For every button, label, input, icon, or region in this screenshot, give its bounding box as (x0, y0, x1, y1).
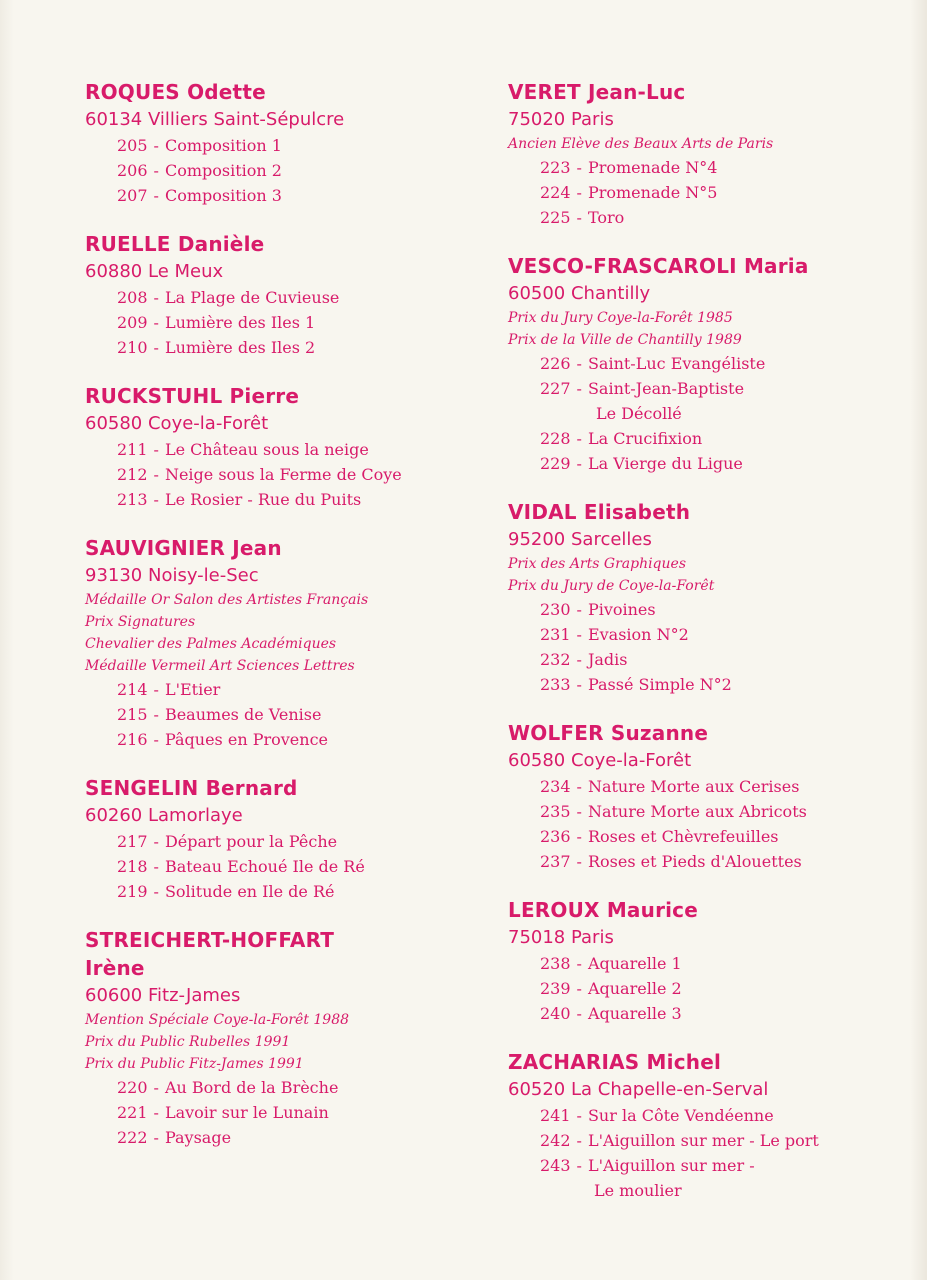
work-item (117, 702, 485, 727)
work-title: Promenade N°4 (587, 158, 718, 177)
work-separator: - (153, 705, 159, 724)
work-number: 216 (117, 730, 148, 749)
work-separator: - (153, 857, 159, 876)
work-number: 215 (117, 705, 148, 724)
work-separator: - (153, 882, 159, 901)
work-number: 211 (117, 440, 148, 459)
artist-name-line: STREICHERT-HOFFART (85, 928, 335, 952)
work-number: 232 (540, 650, 571, 669)
work-separator: - (576, 802, 582, 821)
work-title-continuation: Le Décollé (596, 404, 682, 423)
work-item (117, 285, 485, 310)
work-title: Toro (587, 208, 625, 227)
artist-name: VIDAL Elisabeth (508, 500, 691, 524)
work-title: Jadis (587, 650, 628, 669)
artist-city: 95200 Sarcelles (508, 529, 652, 550)
work-title: Passé Simple N°2 (587, 675, 732, 694)
award-line: Prix des Arts Graphiques (508, 556, 687, 572)
work-separator: - (576, 1106, 582, 1125)
work-item (540, 205, 908, 230)
work-title: Neige sous la Ferme de Coye (164, 465, 402, 484)
artist-name: ROQUES Odette (85, 80, 266, 104)
work-item (117, 487, 485, 512)
work-item (540, 597, 908, 622)
award-line: Prix du Public Rubelles 1991 (85, 1034, 291, 1050)
artist-entry (85, 382, 485, 512)
work-number: 233 (540, 675, 571, 694)
work-number: 235 (540, 802, 571, 821)
work-separator: - (153, 136, 159, 155)
work-item (117, 310, 485, 335)
work-title: Pâques en Provence (164, 730, 328, 749)
artist-city: 60134 Villiers Saint-Sépulcre (85, 109, 345, 130)
work-title: Sur la Côte Vendéenne (587, 1106, 774, 1125)
work-number: 237 (540, 852, 571, 871)
work-title: Saint-Luc Evangéliste (587, 354, 766, 373)
artist-city: 93130 Noisy-le-Sec (85, 565, 259, 586)
work-separator: - (576, 429, 582, 448)
work-separator: - (576, 979, 582, 998)
work-separator: - (576, 777, 582, 796)
work-separator: - (153, 313, 159, 332)
artist-entry (85, 926, 485, 1150)
work-number: 205 (117, 136, 148, 155)
work-separator: - (153, 1128, 159, 1147)
award-line: Prix du Jury de Coye-la-Forêt (508, 578, 715, 594)
work-title: Le Rosier - Rue du Puits (164, 490, 362, 509)
work-item (540, 824, 908, 849)
artist-city: 75020 Paris (508, 109, 614, 130)
work-number: 241 (540, 1106, 571, 1125)
work-title: La Plage de Cuvieuse (164, 288, 340, 307)
work-title: Le Château sous la neige (164, 440, 369, 459)
work-number: 229 (540, 454, 571, 473)
work-title: Roses et Chèvrefeuilles (587, 827, 779, 846)
work-title: Nature Morte aux Cerises (587, 777, 800, 796)
work-title: Aquarelle 1 (587, 954, 682, 973)
work-number: 225 (540, 208, 571, 227)
work-title: Paysage (164, 1128, 232, 1147)
work-number: 243 (540, 1156, 571, 1175)
artist-name: VERET Jean-Luc (508, 80, 686, 104)
artist-name: SENGELIN Bernard (85, 776, 298, 800)
artist-city: 60580 Coye-la-Forêt (85, 413, 269, 434)
artist-city: 60880 Le Meux (85, 261, 224, 282)
artist-city: 60580 Coye-la-Forêt (508, 750, 692, 771)
award-line: Médaille Vermeil Art Sciences Lettres (85, 658, 355, 674)
work-item (540, 1001, 908, 1026)
work-item (540, 426, 908, 451)
work-item (117, 183, 485, 208)
work-title: Aquarelle 2 (587, 979, 682, 998)
left-column (85, 78, 485, 1172)
work-title: Composition 2 (164, 161, 282, 180)
award-line: Mention Spéciale Coye-la-Forêt 1988 (85, 1012, 350, 1028)
work-separator: - (153, 338, 159, 357)
work-title: La Crucifixion (587, 429, 703, 448)
work-number: 210 (117, 338, 148, 357)
work-number: 224 (540, 183, 571, 202)
work-separator: - (576, 1131, 582, 1150)
work-item (117, 829, 485, 854)
work-item (540, 647, 908, 672)
work-number: 226 (540, 354, 571, 373)
work-number: 234 (540, 777, 571, 796)
work-separator: - (153, 1078, 159, 1097)
work-item (117, 1075, 485, 1100)
work-separator: - (576, 158, 582, 177)
work-separator: - (576, 600, 582, 619)
work-separator: - (576, 675, 582, 694)
work-separator: - (153, 680, 159, 699)
work-separator: - (153, 730, 159, 749)
work-item (540, 1128, 908, 1153)
work-item (117, 335, 485, 360)
work-number: 206 (117, 161, 148, 180)
work-title: Lumière des Iles 2 (164, 338, 316, 357)
artist-city: 75018 Paris (508, 927, 614, 948)
work-title: Lavoir sur le Lunain (164, 1103, 329, 1122)
artist-name: LEROUX Maurice (508, 898, 699, 922)
artist-name: ZACHARIAS Michel (508, 1050, 722, 1074)
work-separator: - (576, 852, 582, 871)
work-item (117, 727, 485, 752)
work-separator: - (576, 454, 582, 473)
award-line: Prix du Public Fitz-James 1991 (85, 1056, 304, 1072)
work-separator: - (153, 832, 159, 851)
work-number: 236 (540, 827, 571, 846)
work-number: 230 (540, 600, 571, 619)
work-number: 209 (117, 313, 148, 332)
work-item (540, 155, 908, 180)
work-title: Roses et Pieds d'Alouettes (587, 852, 802, 871)
work-item (117, 462, 485, 487)
artist-entry (508, 719, 908, 874)
work-item (540, 976, 908, 1001)
artist-entry (85, 230, 485, 360)
work-title: Solitude en Ile de Ré (164, 882, 335, 901)
work-item (540, 799, 908, 824)
artist-entry (508, 1048, 908, 1203)
right-column (508, 78, 908, 1225)
work-number: 231 (540, 625, 571, 644)
work-separator: - (576, 650, 582, 669)
work-item (117, 677, 485, 702)
award-line: Ancien Elève des Beaux Arts de Paris (508, 136, 774, 152)
work-item (117, 437, 485, 462)
work-item (540, 1153, 908, 1178)
work-item (117, 854, 485, 879)
work-separator: - (153, 490, 159, 509)
artist-entry (508, 252, 908, 476)
work-title: Lumière des Iles 1 (164, 313, 316, 332)
artist-city: 60260 Lamorlaye (85, 805, 243, 826)
work-separator: - (576, 625, 582, 644)
work-separator: - (153, 440, 159, 459)
award-line: Médaille Or Salon des Artistes Français (85, 592, 369, 608)
work-item (540, 180, 908, 205)
work-item (117, 1100, 485, 1125)
work-separator: - (576, 379, 582, 398)
work-item (540, 451, 908, 476)
award-line: Chevalier des Palmes Académiques (85, 636, 337, 652)
artist-name: SAUVIGNIER Jean (85, 536, 282, 560)
artist-name (85, 926, 485, 982)
artist-city: 60520 La Chapelle-en-Serval (508, 1079, 769, 1100)
work-item (117, 1125, 485, 1150)
work-separator: - (576, 1004, 582, 1023)
work-number: 218 (117, 857, 148, 876)
award-line: Prix du Jury Coye-la-Forêt 1985 (508, 310, 733, 326)
work-title: Départ pour la Pêche (164, 832, 338, 851)
artist-city: 60500 Chantilly (508, 283, 651, 304)
work-item (540, 351, 908, 376)
work-separator: - (576, 208, 582, 227)
work-number: 227 (540, 379, 571, 398)
artist-entry (508, 896, 908, 1026)
work-separator: - (576, 954, 582, 973)
work-separator: - (153, 288, 159, 307)
work-item (540, 849, 908, 874)
work-number: 242 (540, 1131, 571, 1150)
artist-entry (508, 498, 908, 697)
work-title: L'Aiguillon sur mer - Le port (587, 1131, 819, 1150)
work-title: Aquarelle 3 (587, 1004, 682, 1023)
artist-name: VESCO-FRASCAROLI Maria (508, 254, 809, 278)
work-number: 240 (540, 1004, 571, 1023)
work-separator: - (153, 1103, 159, 1122)
work-item (540, 376, 908, 401)
work-number: 219 (117, 882, 148, 901)
artist-entry (85, 774, 485, 904)
work-title: Composition 3 (164, 186, 282, 205)
artist-city: 60600 Fitz-James (85, 985, 241, 1006)
work-number: 239 (540, 979, 571, 998)
work-title: Nature Morte aux Abricots (587, 802, 807, 821)
work-item (540, 672, 908, 697)
work-title: Bateau Echoué Ile de Ré (164, 857, 365, 876)
work-number: 214 (117, 680, 148, 699)
work-item (117, 158, 485, 183)
work-title-continuation: Le moulier (594, 1181, 682, 1200)
work-separator: - (153, 161, 159, 180)
artist-name: RUELLE Danièle (85, 232, 265, 256)
work-number: 213 (117, 490, 148, 509)
artist-name: WOLFER Suzanne (508, 721, 709, 745)
work-number: 207 (117, 186, 148, 205)
work-item (540, 622, 908, 647)
work-separator: - (576, 1156, 582, 1175)
work-number: 238 (540, 954, 571, 973)
work-number: 217 (117, 832, 148, 851)
work-title: Pivoines (587, 600, 656, 619)
work-item (540, 1103, 908, 1128)
artist-entry (85, 78, 485, 208)
work-separator: - (153, 465, 159, 484)
work-title: Beaumes de Venise (164, 705, 322, 724)
work-separator: - (576, 183, 582, 202)
award-line: Prix de la Ville de Chantilly 1989 (508, 332, 742, 348)
artist-entry (85, 534, 485, 752)
work-number: 228 (540, 429, 571, 448)
work-separator: - (153, 186, 159, 205)
work-item (540, 774, 908, 799)
work-number: 208 (117, 288, 148, 307)
work-item (117, 879, 485, 904)
work-number: 223 (540, 158, 571, 177)
work-item (117, 133, 485, 158)
work-title: La Vierge du Ligue (587, 454, 743, 473)
work-title: Saint-Jean-Baptiste (587, 379, 745, 398)
work-title: Au Bord de la Brèche (164, 1078, 339, 1097)
work-separator: - (576, 354, 582, 373)
work-title: L'Etier (164, 680, 221, 699)
work-number: 222 (117, 1128, 148, 1147)
work-number: 220 (117, 1078, 148, 1097)
work-separator: - (576, 827, 582, 846)
work-number: 221 (117, 1103, 148, 1122)
work-number: 212 (117, 465, 148, 484)
artist-name: RUCKSTUHL Pierre (85, 384, 300, 408)
work-item (540, 951, 908, 976)
work-title: Composition 1 (164, 136, 282, 155)
artist-name-line: Irène (85, 956, 145, 980)
award-line: Prix Signatures (85, 614, 196, 630)
artist-entry (508, 78, 908, 230)
work-title: Promenade N°5 (587, 183, 718, 202)
work-title: Evasion N°2 (587, 625, 689, 644)
work-title: L'Aiguillon sur mer - (587, 1156, 755, 1175)
